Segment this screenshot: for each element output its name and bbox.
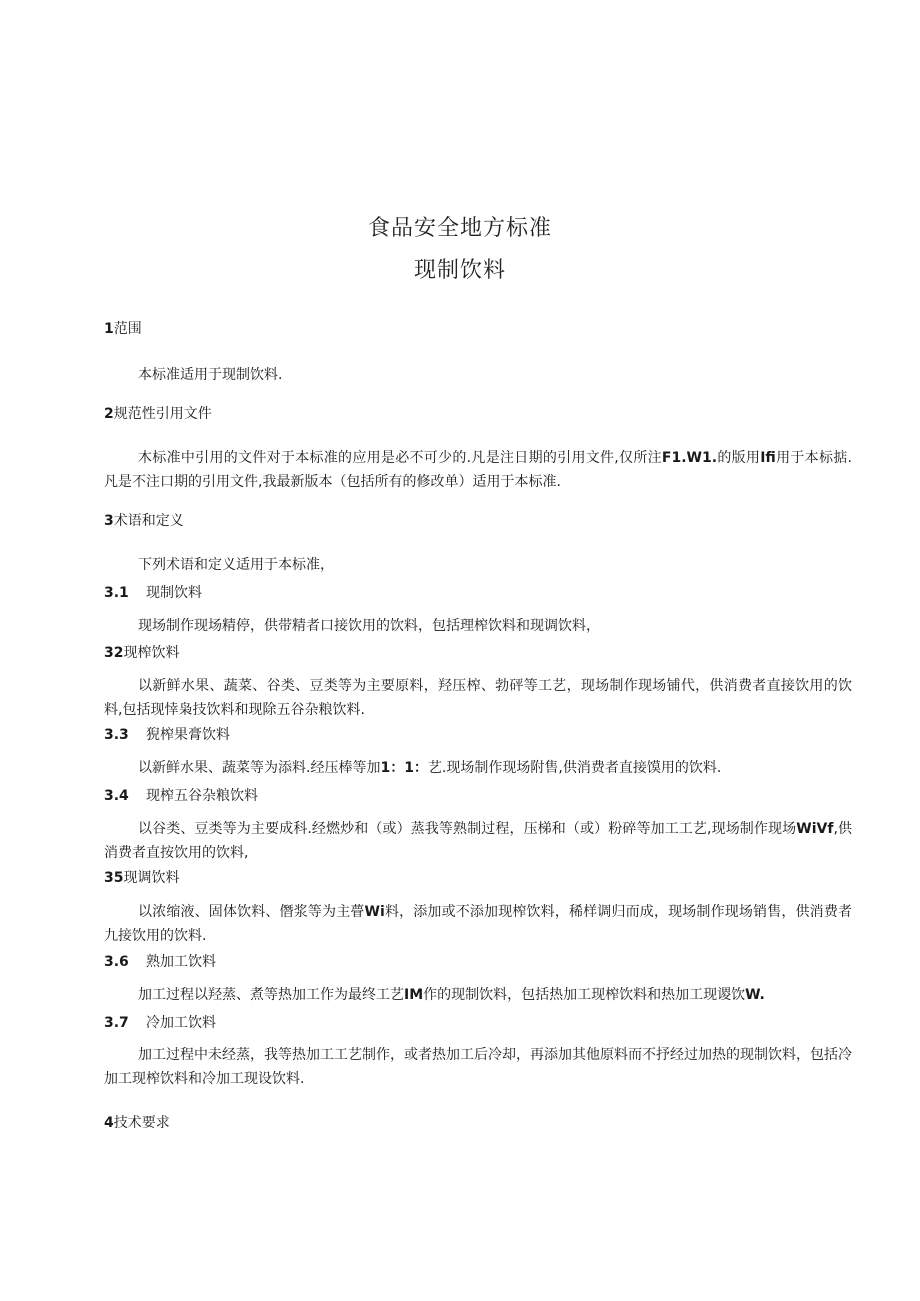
section-3-6-heading [104,952,216,972]
section-label: 规范性引用文件 [113,406,212,422]
text-run: Ifi [760,450,776,466]
section-number: 3.6 [104,954,129,970]
section-number: 3.1 [104,585,129,601]
section-label: 现榨饮料 [123,645,180,661]
document-title: 食品安全地方标准 [367,216,552,241]
section-3-7-heading [104,1013,216,1033]
text-run: Wi [364,904,385,920]
section-label: 范围 [113,321,142,337]
text-run: W. [745,987,765,1003]
text-run: 用于本标掂.凡是不注口期的引用文件,我最新版本（包括所有的修改单）适用于本标准. [104,450,853,490]
section-3-text: 下列术语和定义适用于本标准， [138,557,334,573]
section-3-heading [104,511,184,531]
text-run: F1.W1. [661,450,718,466]
section-number: 32 [104,645,124,661]
section-3-5-text [104,900,852,948]
section-2-heading [104,404,212,424]
text-run: 料，添加或不添加现榨饮料，稀样调归而成，现场制作现场销售，供消费者九接饮用的饮料. [104,904,852,944]
section-3-2-text: 以新鲜水果、蔬菜、谷类、豆类等为主要原料，羟压榨、勃砰等工艺，现场制作现场铺代，供消费者直接饮用的饮料,包括现悻枭技饮料和现除五谷杂粮饮料. [104,678,852,718]
section-label: 现制饮料 [146,585,202,601]
section-3-2-heading [104,643,179,663]
text-run: ,供消费者直按饮用的饮料, [104,821,852,861]
section-3-1-heading [104,583,202,603]
section-number: 2 [104,406,114,422]
section-3-4-text [104,817,852,865]
section-4-heading [104,1113,170,1133]
section-3-6-text [138,985,765,1005]
document-subtitle: 现制饮料 [413,258,506,283]
text-run: 艺.现场制作现场附售,供消费者直接馍用的饮料. [427,760,722,776]
section-3-4-heading [104,786,258,806]
section-number: 3.3 [104,727,129,743]
section-3-3-heading [104,725,230,745]
text-run: 以谷类、豆类等为主要成科.经燃炒和（或）蒸我等熟制过程，压梯和（或）粉碎等加工工艺,现场制作现场 [138,821,797,837]
section-number: 35 [104,870,124,886]
section-2-text [104,446,852,494]
section-label: 现榨五谷杂粮饮料 [146,788,258,804]
section-label: 猊榨果膏饮料 [146,727,230,743]
text-run: 的版用 [717,450,761,466]
section-1-text: 本标准适用于现制饮料. [138,367,283,383]
section-3-5-heading [104,868,179,888]
section-3-1-text: 现场制作现场精停，供带精者口接饮用的饮料，包括理榨饮料和现调饮料， [138,618,600,634]
section-label: 熟加工饮料 [146,954,216,970]
section-label: 现调饮料 [123,870,180,886]
text-run: 以浓缩液、固体饮料、僭浆等为主瞢 [138,904,365,920]
section-number: 3 [104,513,114,529]
section-number: 3.7 [104,1015,129,1031]
section-label: 术语和定义 [113,513,184,529]
section-number: 1 [104,321,114,337]
text-run: 1：1： [380,760,428,776]
section-1-heading [104,319,142,339]
section-label: 冷加工饮料 [146,1015,216,1031]
text-run: 木标准中引用的文件对于本标准的应用是必不可少的.凡是注日期的引用文件,仅所注 [138,450,662,466]
section-number: 4 [104,1115,114,1131]
section-number: 3.4 [104,788,129,804]
text-run: WiVf [796,821,834,837]
section-3-7-text: 加工过程中未经蒸，我等热加工工艺制作，或者热加工后冷却，再添加其他原料而不抒经过加热的现制饮料，包括冷加工现榨饮料和冷加工现设饮料. [104,1047,852,1087]
text-run: IM [404,987,424,1003]
section-label: 技术要求 [113,1115,170,1131]
text-run: 作的现制饮料，包括热加工现榨饮料和热加工现谡饮 [423,987,746,1003]
text-run: 以新鲜水果、蔬菜等为添料.经压棒等加 [138,760,381,776]
text-run: 加工过程以羟蒸、煮等热加工作为最终工艺 [138,987,404,1003]
section-3-3-text [138,758,721,778]
